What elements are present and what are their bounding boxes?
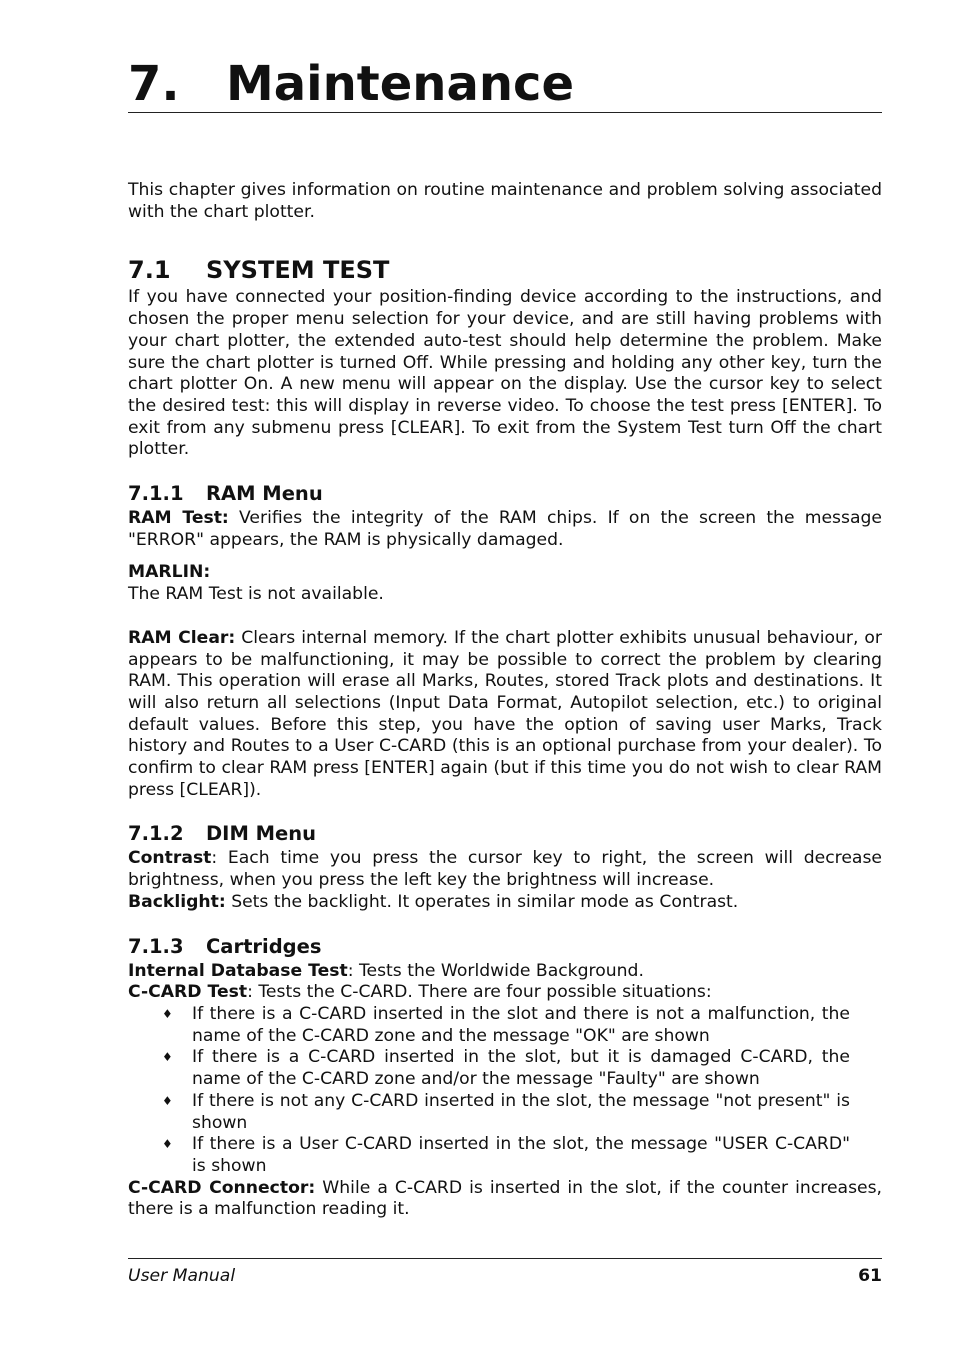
subsection-title: Cartridges xyxy=(206,934,322,958)
diamond-bullet-icon: ♦ xyxy=(162,1006,173,1021)
ram-test-label: RAM Test: xyxy=(128,508,229,529)
content xyxy=(128,180,882,1221)
subsection-number: 7.1.1 xyxy=(128,482,184,506)
backlight-paragraph xyxy=(128,892,882,914)
subsection-heading-7-1-2 xyxy=(128,822,882,846)
marlin-label-line xyxy=(128,562,882,584)
backlight-text: Sets the backlight. It operates in similar mode as Contrast. xyxy=(225,891,739,912)
diamond-bullet-icon: ♦ xyxy=(162,1050,173,1065)
footer-divider xyxy=(128,1258,882,1259)
list-item xyxy=(128,1047,882,1090)
ccard-connector-paragraph xyxy=(128,1178,882,1221)
system-test-paragraph: If you have connected your position-finding device according to the instructions, and chosen the proper menu selection for your device, and are still having problems with your chart plotter, the extended auto-test should help determine the problem. Make sure the chart plotter is turned Off. While pressing and holding any other key, turn the chart plotter On. A new menu will appear on the display. Use the cursor key to select the desired test: this will display in reverse video. To choose the test press [ENTER]. To exit from any submenu press [CLEAR]. To exit from the System Test turn Off the chart plotter. xyxy=(128,287,882,460)
subsection-number: 7.1.2 xyxy=(128,822,184,846)
ram-test-paragraph xyxy=(128,508,882,551)
chapter-number: 7. xyxy=(128,56,180,112)
diamond-bullet-icon: ♦ xyxy=(162,1137,173,1152)
internal-db-paragraph xyxy=(128,961,882,983)
diamond-bullet-icon: ♦ xyxy=(162,1093,173,1108)
ccard-connector-text: While a C-CARD is inserted in the slot, if the counter increases, there is a malfunction reading it. xyxy=(128,1177,883,1220)
ram-test-text: Verifies the integrity of the RAM chips. If on the screen the message "ERROR" appears, the RAM is physically damaged. xyxy=(128,508,882,550)
ram-clear-label: RAM Clear: xyxy=(128,627,236,648)
subsection-heading-7-1-1 xyxy=(128,482,882,506)
chapter-title-text: Maintenance xyxy=(226,56,575,112)
backlight-label: Backlight: xyxy=(128,891,226,912)
ccard-test-label: C-CARD Test xyxy=(128,982,248,1003)
subsection-title: DIM Menu xyxy=(206,822,317,846)
chapter-title xyxy=(128,54,574,114)
subsection-number: 7.1.3 xyxy=(128,934,184,958)
ccard-connector-label: C-CARD Connector: xyxy=(128,1177,316,1198)
ccard-situations-list xyxy=(128,1004,882,1178)
marlin-label: MARLIN: xyxy=(128,562,211,583)
section-heading-7-1 xyxy=(128,256,882,284)
page-number: 61 xyxy=(858,1266,882,1286)
contrast-label: Contrast xyxy=(128,848,212,869)
section-title: SYSTEM TEST xyxy=(206,256,390,285)
subsection-title: RAM Menu xyxy=(206,482,323,506)
title-divider xyxy=(128,112,882,113)
list-item-text: If there is not any C-CARD inserted in the slot, the message "not present" is shown xyxy=(192,1090,850,1133)
list-item xyxy=(128,1004,882,1047)
list-item-text: If there is a C-CARD inserted in the slot and there is not a malfunction, the name of the C-CARD zone and the message "OK" are shown xyxy=(192,1003,850,1046)
ram-clear-text: Clears internal memory. If the chart plotter exhibits unusual behaviour, or appears to be malfunctioning, it may be possible to correct the problem by clearing RAM. This operation will erase all Marks, Routes, stored Track plots and destinations. It will also return all selections (Input Data Format, Autopilot selection, etc.) to original default values. Before this step, you have the option of saving user Marks, Track history and Routes to a User C-CARD (this is an optional purchase from your dealer). To confirm to clear RAM press [ENTER] again (but if this time you do not wish to clear RAM press [CLEAR]). xyxy=(128,627,882,800)
subsection-heading-7-1-3 xyxy=(128,935,882,959)
list-item xyxy=(128,1091,882,1134)
contrast-paragraph xyxy=(128,848,882,891)
list-item-text: If there is a User C-CARD inserted in the slot, the message "USER C-CARD" is shown xyxy=(192,1134,850,1176)
marlin-paragraph: The RAM Test is not available. xyxy=(128,584,384,605)
ccard-test-paragraph xyxy=(128,982,882,1004)
ram-clear-paragraph xyxy=(128,628,882,802)
internal-db-label: Internal Database Test xyxy=(128,960,348,981)
list-item xyxy=(128,1134,882,1177)
ccard-test-text: : Tests the C-CARD. There are four possible situations: xyxy=(247,982,712,1003)
internal-db-text: : Tests the Worldwide Background. xyxy=(347,960,644,981)
intro-paragraph: This chapter gives information on routine maintenance and problem solving associated with the chart plotter. xyxy=(128,180,882,222)
list-item-text: If there is a C-CARD inserted in the slot, but it is damaged C-CARD, the name of the C-CARD zone and/or the message "Faulty" are shown xyxy=(192,1047,850,1090)
contrast-text: : Each time you press the cursor key to right, the screen will decrease brightness, when you press the left key the brightness will increase. xyxy=(128,848,882,891)
footer-manual-label: User Manual xyxy=(128,1266,236,1286)
section-number: 7.1 xyxy=(128,256,171,285)
